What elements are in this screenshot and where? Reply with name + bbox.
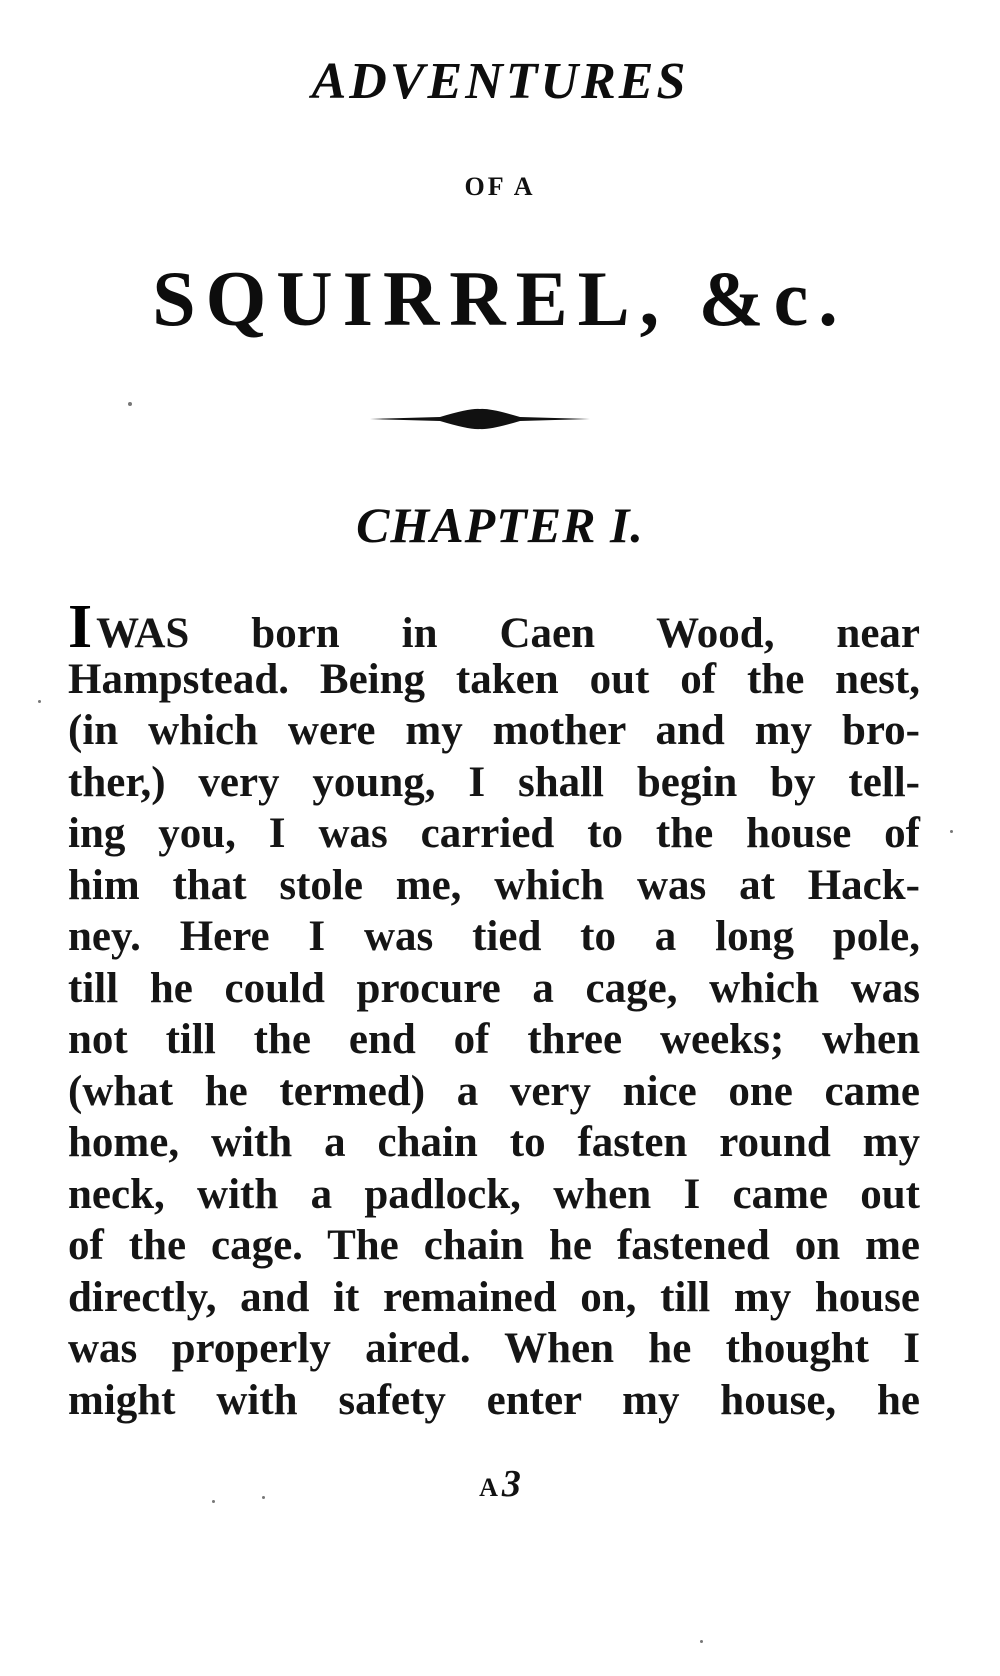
text-line: (in which were my mother and my bro- xyxy=(68,707,920,754)
text-line: him that stole me, which was at Hack- xyxy=(68,861,920,909)
text-line: neck, with a padlock, when I came out xyxy=(68,1170,920,1218)
drop-cap: I xyxy=(68,593,93,661)
print-speck xyxy=(38,700,41,703)
print-speck xyxy=(950,830,953,833)
text-line: ney. Here I was tied to a long pole, xyxy=(68,913,920,960)
title-adventures: ADVENTURES xyxy=(311,53,689,110)
ornament-rule xyxy=(370,406,590,432)
text-line: (what he termed) a very nice one came xyxy=(68,1067,920,1115)
first-line-text: WAS born in Caen Wood, near xyxy=(96,610,920,657)
signature-number: 3 xyxy=(501,1463,521,1505)
text-line: not till the end of three weeks; when xyxy=(68,1016,920,1063)
text-line: Hampstead. Being taken out of the nest, xyxy=(68,655,920,703)
text-line: ther,) very young, I shall begin by tell- xyxy=(68,758,920,806)
text-line: home, with a chain to fasten round my xyxy=(68,1119,920,1166)
print-speck xyxy=(128,402,132,406)
chapter-heading: CHAPTER I. xyxy=(356,497,644,553)
print-speck xyxy=(700,1640,703,1643)
print-speck xyxy=(212,1500,215,1503)
body-text xyxy=(68,593,920,1426)
title-squirrel: SQUIRREL, &c. xyxy=(152,255,848,342)
text-line: was properly aired. When he thought I xyxy=(68,1325,920,1372)
text-line: might with safety enter my house, he xyxy=(68,1376,920,1424)
page-signature xyxy=(0,1462,1000,1506)
text-line: till he could procure a cage, which was xyxy=(68,964,920,1012)
text-line: of the cage. The chain he fastened on me xyxy=(68,1222,920,1269)
signature-mark: A xyxy=(479,1473,498,1502)
text-line-first xyxy=(68,593,920,661)
title-of-a: OF A xyxy=(464,172,536,201)
text-line: directly, and it remained on, till my house xyxy=(68,1273,920,1321)
print-speck xyxy=(262,1496,265,1499)
text-line: ing you, I was carried to the house of xyxy=(68,810,920,857)
